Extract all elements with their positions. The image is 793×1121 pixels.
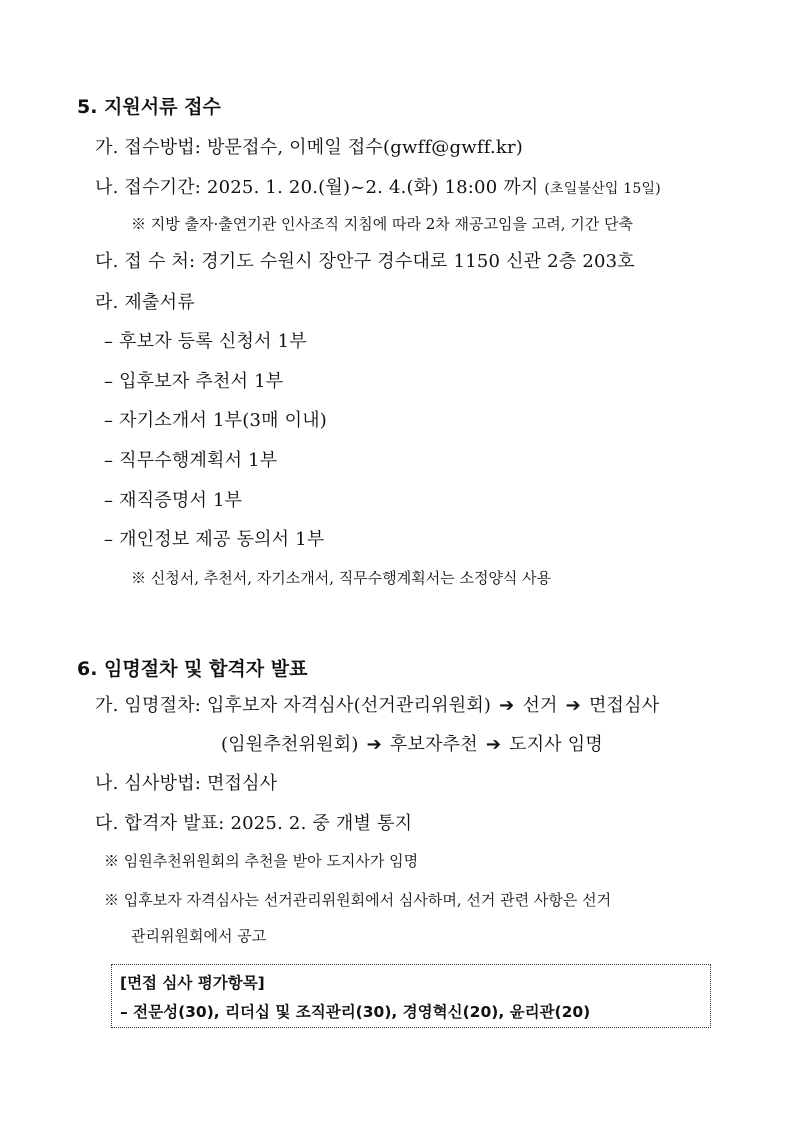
appointment-note-2-line2: 관리위원회에서 공고 [131, 927, 267, 945]
criteria-title: [면접 심사 평가항목] [120, 974, 265, 992]
submission-place: 다. 접 수 처: 경기도 수원시 장안구 경수대로 1150 신관 2층 203호 [95, 251, 635, 272]
appointment-procedure-line2 [221, 730, 603, 756]
arrow-icon: ➔ [485, 734, 502, 755]
screening-method: 나. 심사방법: 면접심사 [95, 773, 278, 794]
arrow-icon: ➔ [366, 734, 382, 755]
result-announcement: 다. 합격자 발표: 2025. 2. 중 개별 통지 [95, 813, 413, 834]
procedure-step-appoint: 도지사 임명 [509, 734, 603, 755]
section-6-title: 6. 임명절차 및 합격자 발표 [77, 658, 308, 680]
submission-method: 가. 접수방법: 방문접수, 이메일 접수(gwff@gwff.kr) [95, 137, 523, 158]
submission-period-main: 나. 접수기간: 2025. 1. 20.(월)~2. 4.(화) 18:00 까지 [95, 177, 539, 198]
arrow-icon: ➔ [565, 695, 581, 716]
appointment-note-1: ※ 임원추천위원회의 추천을 받아 도지사가 임명 [104, 852, 419, 870]
procedure-step-qualification: 가. 임명절차: 입후보자 자격심사(선거관리위원회) [95, 695, 492, 716]
appointment-note-2-line1: ※ 입후보자 자격심사는 선거관리위원회에서 심사하며, 선거 관련 사항은 선거 [104, 891, 612, 909]
procedure-step-recommend: 후보자추천 [389, 734, 478, 755]
section-5-title: 5. 지원서류 접수 [77, 96, 221, 118]
procedure-step-committee: (임원추천위원회) [221, 734, 359, 755]
evaluation-criteria-box [111, 964, 711, 1028]
appointment-procedure-line1 [95, 691, 659, 717]
procedure-step-election: 선거 [522, 695, 558, 716]
document-item: – 입후보자 추천서 1부 [104, 371, 284, 392]
document-item: – 자기소개서 1부(3매 이내) [104, 410, 328, 431]
submission-period-note: (초일불산입 15일) [544, 181, 661, 197]
document-item: – 후보자 등록 신청서 1부 [104, 331, 307, 352]
documents-title: 라. 제출서류 [95, 292, 195, 313]
arrow-icon: ➔ [499, 695, 515, 716]
criteria-items: – 전문성(30), 리더십 및 조직관리(30), 경영혁신(20), 윤리관(20) [120, 1003, 591, 1021]
documents-note: ※ 신청서, 추천서, 자기소개서, 직무수행계획서는 소정양식 사용 [131, 569, 552, 587]
document-item: – 재직증명서 1부 [104, 490, 243, 511]
submission-period [95, 173, 661, 199]
document-item: – 직무수행계획서 1부 [104, 450, 278, 471]
period-remark: ※ 지방 출자·출연기관 인사조직 지침에 따라 2차 재공고임을 고려, 기간 단축 [131, 215, 633, 233]
procedure-step-interview: 면접심사 [588, 695, 660, 716]
document-item: – 개인정보 제공 동의서 1부 [104, 529, 325, 550]
